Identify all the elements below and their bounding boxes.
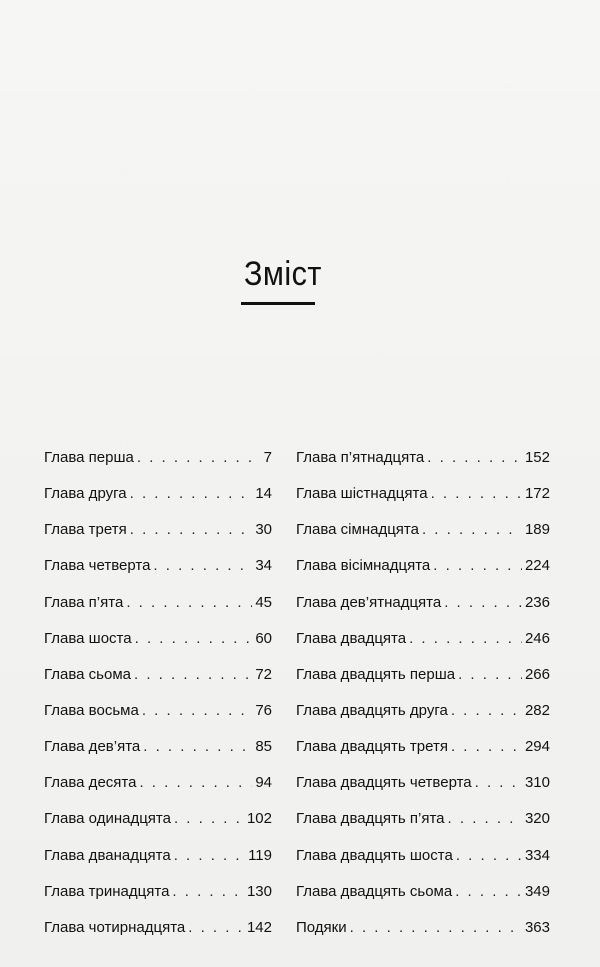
toc-entry-page: 363 bbox=[524, 918, 550, 936]
toc-leader-dots bbox=[422, 520, 522, 540]
toc-entry-label: Глава дев’ята bbox=[44, 738, 141, 756]
toc-leader-dots bbox=[409, 629, 522, 649]
toc-leader-dots bbox=[135, 629, 253, 649]
toc-entry-label: Глава двадцять перша bbox=[296, 665, 456, 683]
toc-entry[interactable] bbox=[296, 629, 550, 649]
toc-leader-dots bbox=[139, 773, 252, 793]
toc-entry[interactable] bbox=[44, 629, 272, 649]
toc-leader-dots bbox=[134, 665, 252, 685]
toc-entry-label: Глава восьма bbox=[44, 701, 139, 719]
toc-leader-dots bbox=[458, 665, 522, 685]
toc-leader-dots bbox=[451, 737, 522, 757]
toc-entry-label: Глава двадцять сьома bbox=[296, 882, 453, 900]
toc-entry[interactable] bbox=[44, 484, 272, 504]
toc-leader-dots bbox=[444, 593, 522, 613]
toc-entry[interactable] bbox=[44, 809, 272, 829]
toc-entry-page: 349 bbox=[524, 882, 550, 900]
toc-leader-dots bbox=[126, 593, 252, 613]
toc-entry-page: 72 bbox=[255, 665, 272, 683]
toc-entry-page: 236 bbox=[524, 593, 550, 611]
toc-entry-page: 334 bbox=[524, 846, 550, 864]
toc-entry-page: 34 bbox=[255, 557, 272, 575]
toc-column-left bbox=[44, 448, 272, 938]
toc-leader-dots bbox=[130, 484, 253, 504]
toc-entry-page: 152 bbox=[524, 449, 550, 466]
toc-entry[interactable] bbox=[296, 665, 550, 685]
toc-entry-label: Глава сімнадцята bbox=[296, 521, 419, 539]
toc-entry-label: Подяки bbox=[296, 918, 347, 936]
toc-entry-page: 294 bbox=[524, 738, 550, 756]
toc-entry-page: 30 bbox=[255, 521, 272, 539]
toc-entry-label: Глава тринадцята bbox=[44, 882, 170, 900]
toc-entry-page: 320 bbox=[524, 810, 550, 828]
toc-entry-page: 76 bbox=[255, 701, 272, 719]
toc-entry-page: 142 bbox=[246, 918, 272, 936]
toc-entry-page: 130 bbox=[246, 882, 272, 900]
toc-entry-page: 85 bbox=[255, 738, 272, 756]
toc-entry-label: Глава чотирнадцята bbox=[44, 918, 186, 936]
toc-entry-page: 119 bbox=[248, 846, 272, 864]
toc-entry[interactable] bbox=[296, 809, 550, 829]
toc-leader-dots bbox=[130, 520, 253, 540]
toc-entry-label: Глава перша bbox=[44, 449, 134, 466]
toc-leader-dots bbox=[174, 809, 244, 829]
toc-leader-dots bbox=[137, 448, 261, 468]
toc-entry-label: Глава двадцять п’ята bbox=[296, 810, 445, 828]
toc-entry-label: Глава четверта bbox=[44, 557, 151, 575]
toc-entry-label: Глава двадцять шоста bbox=[296, 846, 453, 864]
toc-entry-label: Глава сьома bbox=[44, 665, 131, 683]
toc-entry[interactable] bbox=[296, 701, 550, 721]
toc-entry[interactable] bbox=[44, 918, 272, 938]
toc-leader-dots bbox=[143, 737, 252, 757]
toc-entry[interactable] bbox=[296, 484, 550, 504]
toc-entry-label: Глава друга bbox=[44, 485, 127, 503]
toc-entry-label: Глава одинадцята bbox=[44, 810, 171, 828]
toc-leader-dots bbox=[188, 918, 244, 938]
toc-entry[interactable] bbox=[44, 882, 272, 902]
toc-entry[interactable] bbox=[44, 665, 272, 685]
toc-entry-page: 282 bbox=[524, 701, 550, 719]
toc-entry[interactable] bbox=[44, 556, 272, 576]
toc-entry[interactable] bbox=[296, 593, 550, 613]
toc-leader-dots bbox=[174, 846, 245, 866]
toc-entry-label: Глава шоста bbox=[44, 629, 132, 647]
toc-entry-label: Глава п’ята bbox=[44, 593, 124, 611]
toc-entry[interactable] bbox=[44, 773, 272, 793]
toc-entry-page: 189 bbox=[524, 521, 550, 539]
toc-entry[interactable] bbox=[44, 593, 272, 613]
toc-leader-dots bbox=[142, 701, 253, 721]
toc-entry[interactable] bbox=[296, 556, 550, 576]
toc-leader-dots bbox=[427, 448, 522, 468]
toc-entry[interactable] bbox=[296, 448, 550, 468]
toc-entry[interactable] bbox=[296, 773, 550, 793]
toc-entry-label: Глава третя bbox=[44, 521, 127, 539]
toc-entry-label: Глава двадцять третя bbox=[296, 738, 448, 756]
toc-entry[interactable] bbox=[44, 846, 272, 866]
toc-leader-dots bbox=[455, 882, 522, 902]
toc-entry-page: 60 bbox=[255, 629, 272, 647]
title-underline bbox=[241, 302, 315, 305]
toc-entry-page: 102 bbox=[246, 810, 272, 828]
toc-entry-page: 14 bbox=[255, 485, 272, 503]
toc-leader-dots bbox=[451, 701, 522, 721]
toc-column-right bbox=[296, 448, 550, 938]
toc-leader-dots bbox=[448, 809, 522, 829]
toc-entry-label: Глава двадцята bbox=[296, 629, 407, 647]
toc-entry-page: 310 bbox=[524, 774, 550, 792]
toc-entry[interactable] bbox=[296, 520, 550, 540]
toc-entry[interactable] bbox=[44, 701, 272, 721]
toc-leader-dots bbox=[433, 556, 522, 576]
toc-entry[interactable] bbox=[296, 737, 550, 757]
toc-entry[interactable] bbox=[296, 918, 550, 938]
toc-entry-page: 7 bbox=[263, 449, 272, 466]
toc-entry-page: 172 bbox=[524, 485, 550, 503]
toc-entry-label: Глава десята bbox=[44, 774, 137, 792]
toc-entry-label: Глава двадцять четверта bbox=[296, 774, 472, 792]
toc-entry-page: 45 bbox=[255, 593, 272, 611]
toc-entry[interactable] bbox=[296, 846, 550, 866]
toc-entry-page: 266 bbox=[524, 665, 550, 683]
toc-entry-label: Глава двадцять друга bbox=[296, 701, 448, 719]
toc-leader-dots bbox=[456, 846, 522, 866]
toc-entry-label: Глава дев’ятнадцята bbox=[296, 593, 442, 611]
toc-entry[interactable] bbox=[296, 882, 550, 902]
toc-leader-dots bbox=[350, 918, 522, 938]
toc-entry[interactable] bbox=[44, 448, 272, 468]
toc-entry-label: Глава вісімнадцята bbox=[296, 557, 431, 575]
toc-entry-label: Глава п’ятнадцята bbox=[296, 449, 425, 466]
toc-entry-label: Глава шістнадцята bbox=[296, 485, 428, 503]
toc-entry-page: 224 bbox=[524, 557, 550, 575]
toc-leader-dots bbox=[172, 882, 244, 902]
page-title: Зміст bbox=[244, 255, 322, 293]
toc-leader-dots bbox=[153, 556, 252, 576]
toc-entry[interactable] bbox=[44, 737, 272, 757]
toc-leader-dots bbox=[431, 484, 522, 504]
toc-entry-label: Глава дванадцята bbox=[44, 846, 171, 864]
toc-leader-dots bbox=[475, 773, 522, 793]
toc-entry[interactable] bbox=[44, 520, 272, 540]
toc-entry-page: 94 bbox=[255, 774, 272, 792]
toc-entry-page: 246 bbox=[524, 629, 550, 647]
